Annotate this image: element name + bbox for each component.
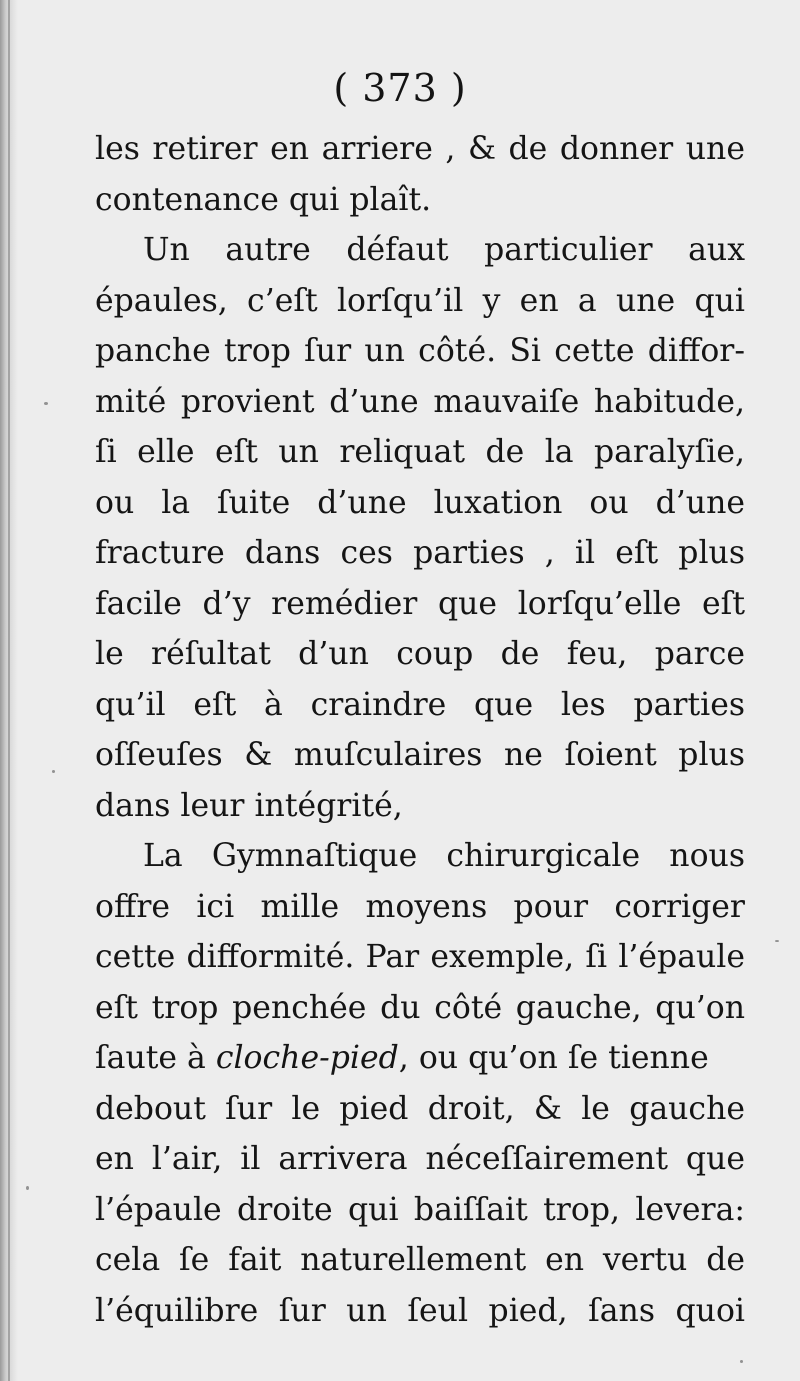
paper-speck xyxy=(740,1360,743,1363)
text-line: cette difformité. Par exemple, ſi l’épaule xyxy=(95,939,745,975)
text-line: le réſultat d’un coup de feu, parce xyxy=(95,636,745,672)
text-line: fracture dans ces parties , il eſt plus xyxy=(95,535,745,571)
text-line: Un autre défaut particulier aux xyxy=(143,232,745,268)
text-line: cela ſe fait naturellement en vertu de xyxy=(95,1242,745,1278)
text-line: contenance qui plaît. xyxy=(95,181,432,218)
text-line: l’équilibre ſur un ſeul pied, ſans quoi xyxy=(95,1292,745,1329)
text-segment: , ou qu’on ſe tienne xyxy=(398,1040,709,1076)
page-number: ( 373 ) xyxy=(333,66,467,110)
text-segment: ſaute à xyxy=(95,1040,216,1076)
text-line: les retirer en arriere , & de donner une xyxy=(95,131,745,167)
text-line: oſſeuſes & muſculaires ne ſoient plus xyxy=(95,737,745,773)
text-line: ſi elle eſt un reliquat de la paralyſie, xyxy=(95,434,745,470)
text-line: offre ici mille moyens pour corriger xyxy=(95,888,745,925)
text-line xyxy=(95,1033,745,1084)
text-line: facile d’y remédier que lorſqu’elle eſt xyxy=(95,585,745,622)
text-line: La Gymnaſtique chirurgicale nous xyxy=(143,838,745,874)
paper-speck xyxy=(44,402,48,405)
text-line: en l’air, il arrivera néceſſairement que xyxy=(95,1141,745,1177)
text-line: panche trop ſur un côté. Si cette diffor- xyxy=(95,333,745,369)
text-line: eſt trop penchée du côté gauche, qu’on xyxy=(95,989,745,1026)
text-line: ou la ſuite d’une luxation ou d’une xyxy=(95,484,745,521)
paper-speck xyxy=(775,940,779,942)
text-line: qu’il eſt à craindre que les parties xyxy=(95,686,745,723)
text-line: l’épaule droite qui baiſſait trop, levera: xyxy=(95,1191,745,1228)
paper-speck xyxy=(52,770,55,773)
text-line: debout ſur le pied droit, & le gauche xyxy=(95,1090,745,1127)
page-body-text xyxy=(95,124,745,1336)
text-line: épaules, c’eſt lorſqu’il y en a une qui xyxy=(95,282,745,319)
page-binding-line xyxy=(8,0,10,1381)
text-line: dans leur intégrité, xyxy=(95,787,403,824)
paper-speck xyxy=(26,1186,29,1190)
italic-term: cloche-pied xyxy=(215,1040,399,1076)
text-line: mité provient d’une mauvaiſe habitude, xyxy=(95,383,745,420)
